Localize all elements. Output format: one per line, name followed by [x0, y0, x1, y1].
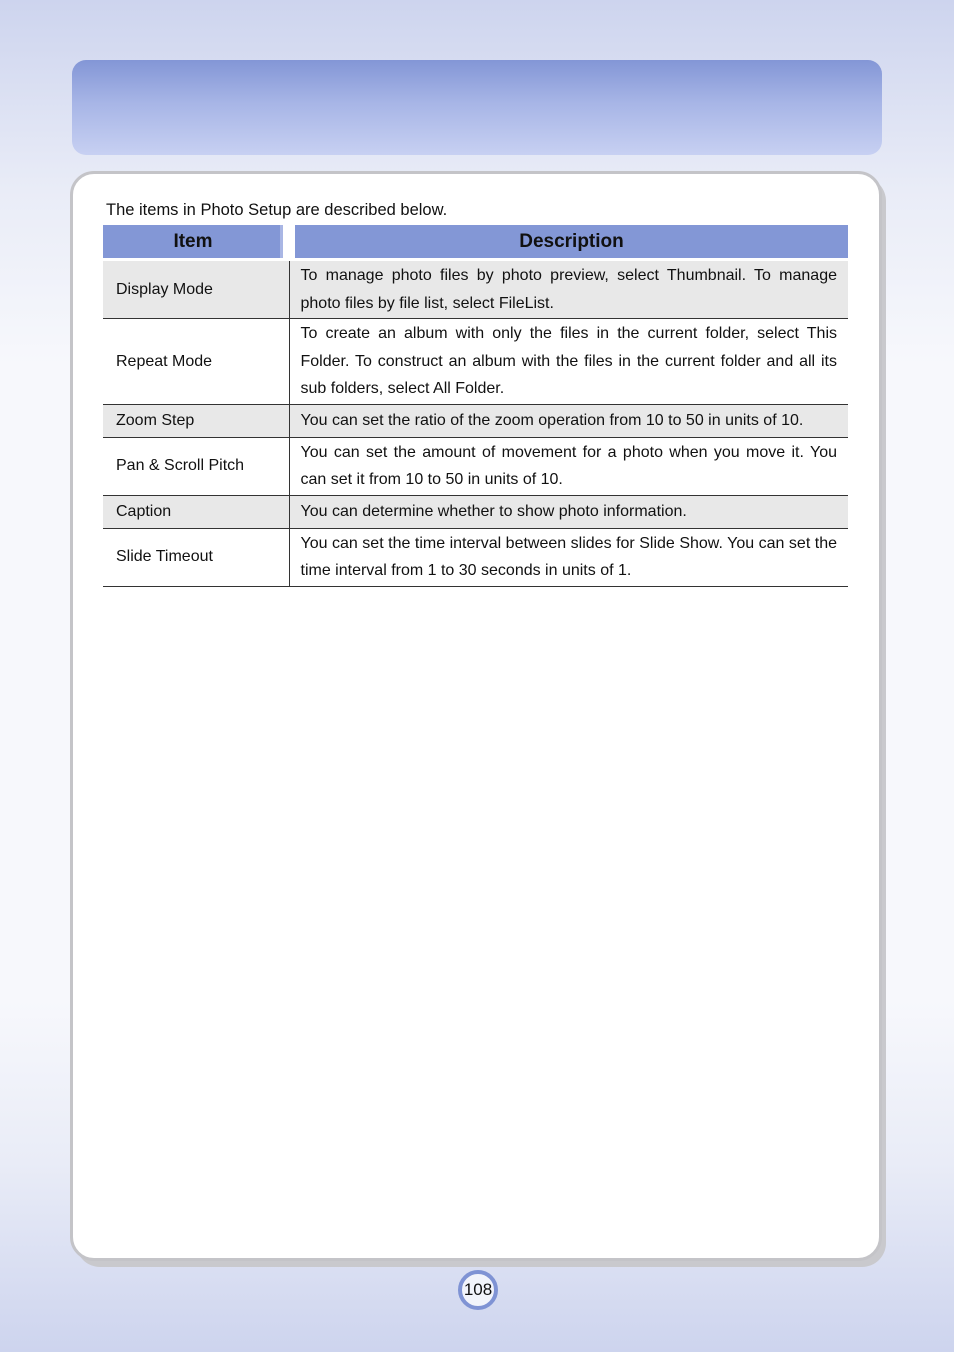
item-cell: Repeat Mode: [103, 319, 289, 405]
column-header-item: Item: [103, 225, 289, 260]
header-banner: [72, 60, 882, 155]
table-row: [103, 319, 848, 405]
item-cell: Pan & Scroll Pitch: [103, 437, 289, 495]
photo-setup-table: [103, 225, 848, 587]
table-row: [103, 495, 848, 528]
description-cell: You can set the amount of movement for a photo when you move it. You can set it from 10 to 50 in units of 10.: [289, 437, 848, 495]
item-cell: Slide Timeout: [103, 528, 289, 586]
item-cell: Zoom Step: [103, 404, 289, 437]
description-cell: You can set the time interval between slides for Slide Show. You can set the time interval from 1 to 30 seconds in units of 1.: [289, 528, 848, 586]
table-row: [103, 437, 848, 495]
description-cell: To manage photo files by photo preview, select Thumbnail. To manage photo files by file list, select FileList.: [289, 260, 848, 319]
page-number: 108: [458, 1270, 498, 1310]
description-cell: You can determine whether to show photo information.: [289, 495, 848, 528]
column-header-description: Description: [289, 225, 848, 260]
table-row: [103, 404, 848, 437]
item-cell: Display Mode: [103, 260, 289, 319]
intro-text: The items in Photo Setup are described below.: [106, 201, 448, 219]
table-row: [103, 260, 848, 319]
description-cell: You can set the ratio of the zoom operation from 10 to 50 in units of 10.: [289, 404, 848, 437]
item-cell: Caption: [103, 495, 289, 528]
table-header-row: [103, 225, 848, 260]
description-cell: To create an album with only the files in the current folder, select This Folder. To construct an album with the files in the current folder and all its sub folders, select All Folder.: [289, 319, 848, 405]
table-row: [103, 528, 848, 586]
